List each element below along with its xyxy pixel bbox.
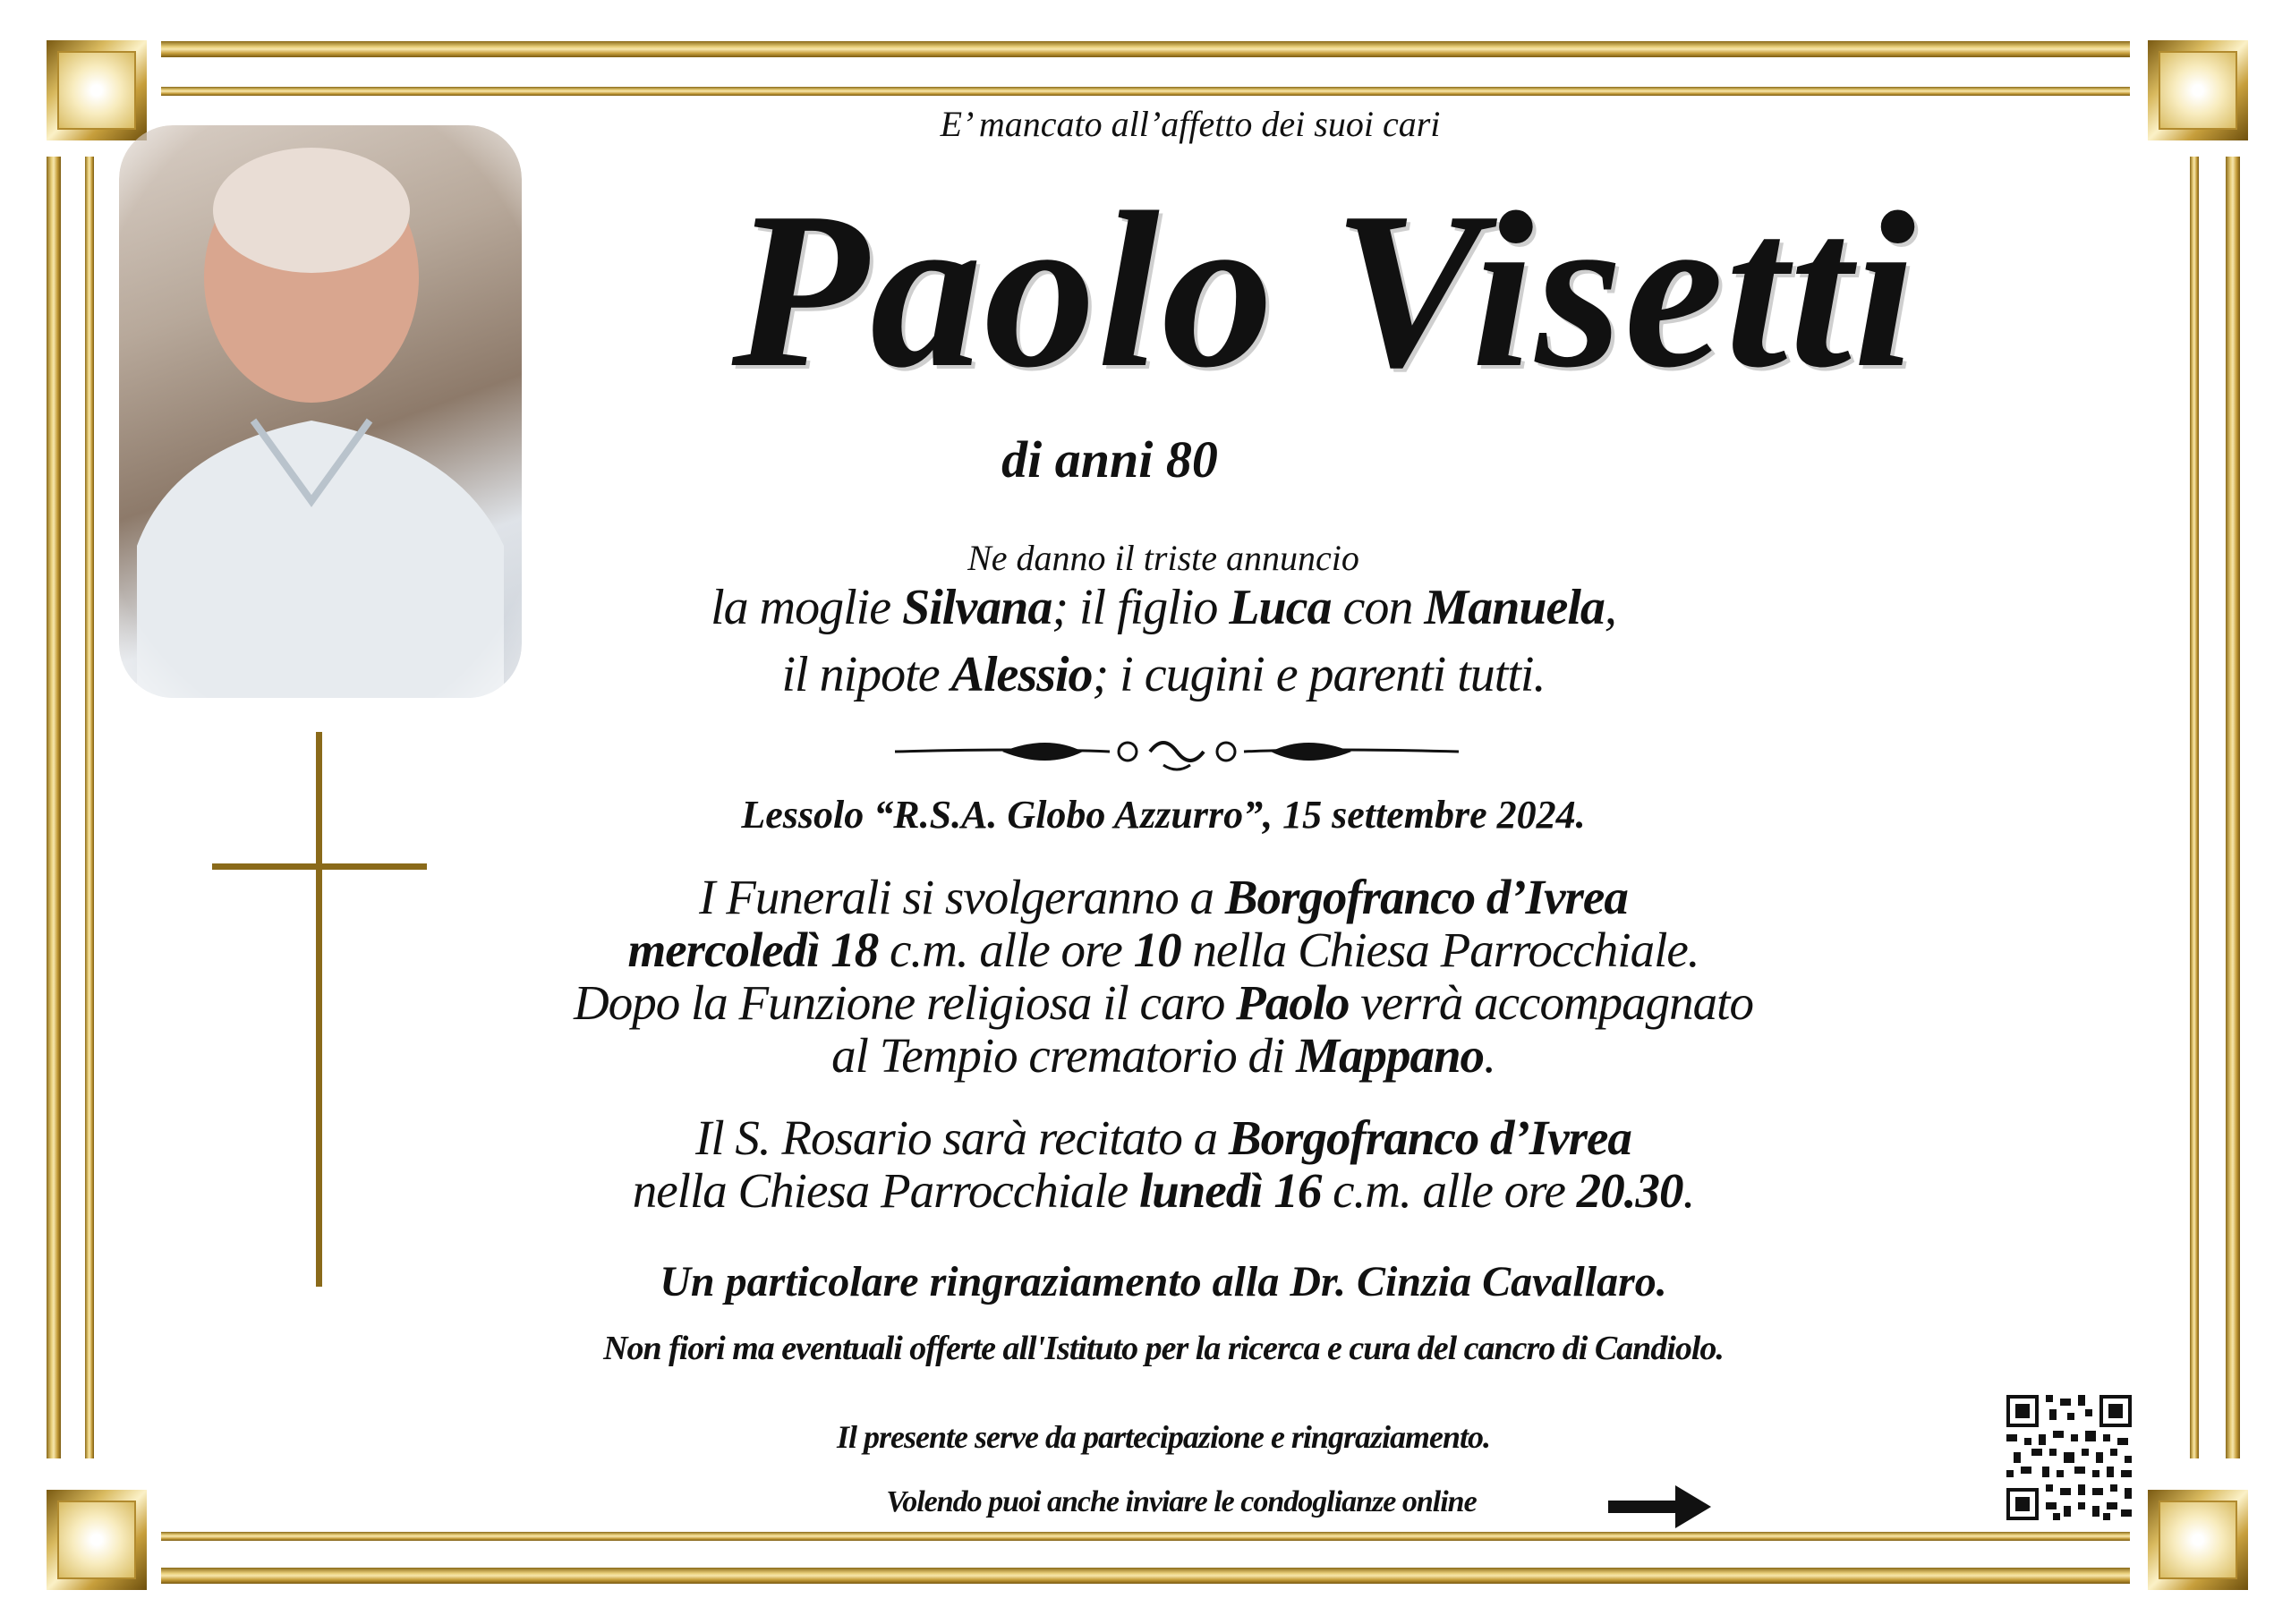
- cross-vertical: [316, 732, 322, 1287]
- top-border-inner: [161, 87, 2130, 96]
- funeral-day: mercoledì 18: [627, 923, 879, 977]
- corner-bottom-left: [47, 1490, 147, 1590]
- right-border-inner: [2190, 157, 2199, 1458]
- portrait-photo: [119, 125, 522, 698]
- online-condolences-text: Volendo puoi anche inviare le condoglianze online: [886, 1485, 1477, 1518]
- rosary-town: Borgofranco d’Ivrea: [1228, 1110, 1631, 1165]
- bottom-border-inner: [161, 1532, 2130, 1541]
- funeral-town: Borgofranco d’Ivrea: [1224, 870, 1628, 924]
- rosary-hour: 20.30: [1576, 1163, 1683, 1218]
- wife-name: Silvana: [902, 580, 1052, 635]
- funeral-line-1: [430, 871, 1897, 924]
- text-span: .: [1682, 1163, 1695, 1218]
- text-span: c.m. alle ore: [1321, 1163, 1577, 1218]
- text-span: nella Chiesa Parrocchiale.: [1180, 923, 1699, 977]
- text-span: .: [1484, 1028, 1495, 1083]
- text-span: nella Chiesa Parrocchiale: [632, 1163, 1139, 1218]
- portrait-figure-icon: [119, 125, 522, 698]
- left-border-outer: [47, 157, 61, 1458]
- text-span: Il S. Rosario sarà recitato a: [695, 1110, 1229, 1165]
- text-span: il nipote: [781, 647, 951, 702]
- text-span: al Tempio crematorio di: [831, 1028, 1297, 1083]
- text-span: verrà accompagnato: [1349, 975, 1753, 1030]
- left-border-inner: [85, 157, 94, 1458]
- announcement-lead: Ne danno il triste annuncio: [967, 538, 1359, 578]
- text-span: con: [1331, 580, 1425, 635]
- funeral-line-4: [430, 1029, 1897, 1083]
- qr-code-icon[interactable]: [2003, 1391, 2135, 1524]
- donations-note: Non fiori ma eventuali offerte all'Istituto per la ricerca e cura del cancro di Candiolo.: [603, 1330, 1724, 1367]
- funeral-line-2: [430, 923, 1897, 977]
- deceased-first-name: Paolo: [1236, 975, 1350, 1030]
- text-span: ; i cugini e parenti tutti.: [1092, 647, 1546, 702]
- ornament-divider-icon: [895, 725, 1459, 778]
- funeral-line-3: [430, 976, 1897, 1030]
- rosary-line-2: [430, 1164, 1897, 1218]
- corner-top-left: [47, 40, 147, 140]
- corner-bottom-right: [2148, 1490, 2248, 1590]
- special-thanks: Un particolare ringraziamento alla Dr. Cinzia Cavallaro.: [660, 1258, 1667, 1305]
- rosary-day: lunedì 16: [1138, 1163, 1322, 1218]
- participation-note: Il presente serve da partecipazione e ringraziamento.: [837, 1419, 1490, 1455]
- daughter-in-law-name: Manuela: [1424, 580, 1605, 635]
- announcement-line-2: [474, 646, 1852, 703]
- arrow-right-icon[interactable]: [1608, 1484, 1711, 1530]
- rosary-line-1: [430, 1111, 1897, 1165]
- cross-horizontal: [212, 863, 427, 870]
- grandson-name: Alessio: [950, 647, 1093, 702]
- text-span: c.m. alle ore: [878, 923, 1134, 977]
- deceased-name: Paolo Visetti: [731, 166, 1918, 414]
- top-border-outer: [161, 41, 2130, 57]
- corner-top-right: [2148, 40, 2248, 140]
- age-text: di anni 80: [1001, 430, 1218, 489]
- text-span: ; il figlio: [1052, 580, 1230, 635]
- text-span: la moglie: [711, 580, 903, 635]
- intro-text: E’ mancato all’affetto dei suoi cari: [940, 104, 1441, 144]
- right-border-outer: [2226, 157, 2240, 1458]
- bottom-border-outer: [161, 1568, 2130, 1584]
- announcement-line-1: [474, 579, 1852, 636]
- place-date: Lessolo “R.S.A. Globo Azzurro”, 15 settembre 2024.: [741, 793, 1586, 837]
- crematorium-place: Mappano: [1296, 1028, 1485, 1083]
- text-span: I Funerali si svolgeranno a: [699, 870, 1225, 924]
- text-span: ,: [1604, 580, 1616, 635]
- text-span: Dopo la Funzione religiosa il caro: [574, 975, 1237, 1030]
- son-name: Luca: [1229, 580, 1332, 635]
- funeral-hour: 10: [1133, 923, 1181, 977]
